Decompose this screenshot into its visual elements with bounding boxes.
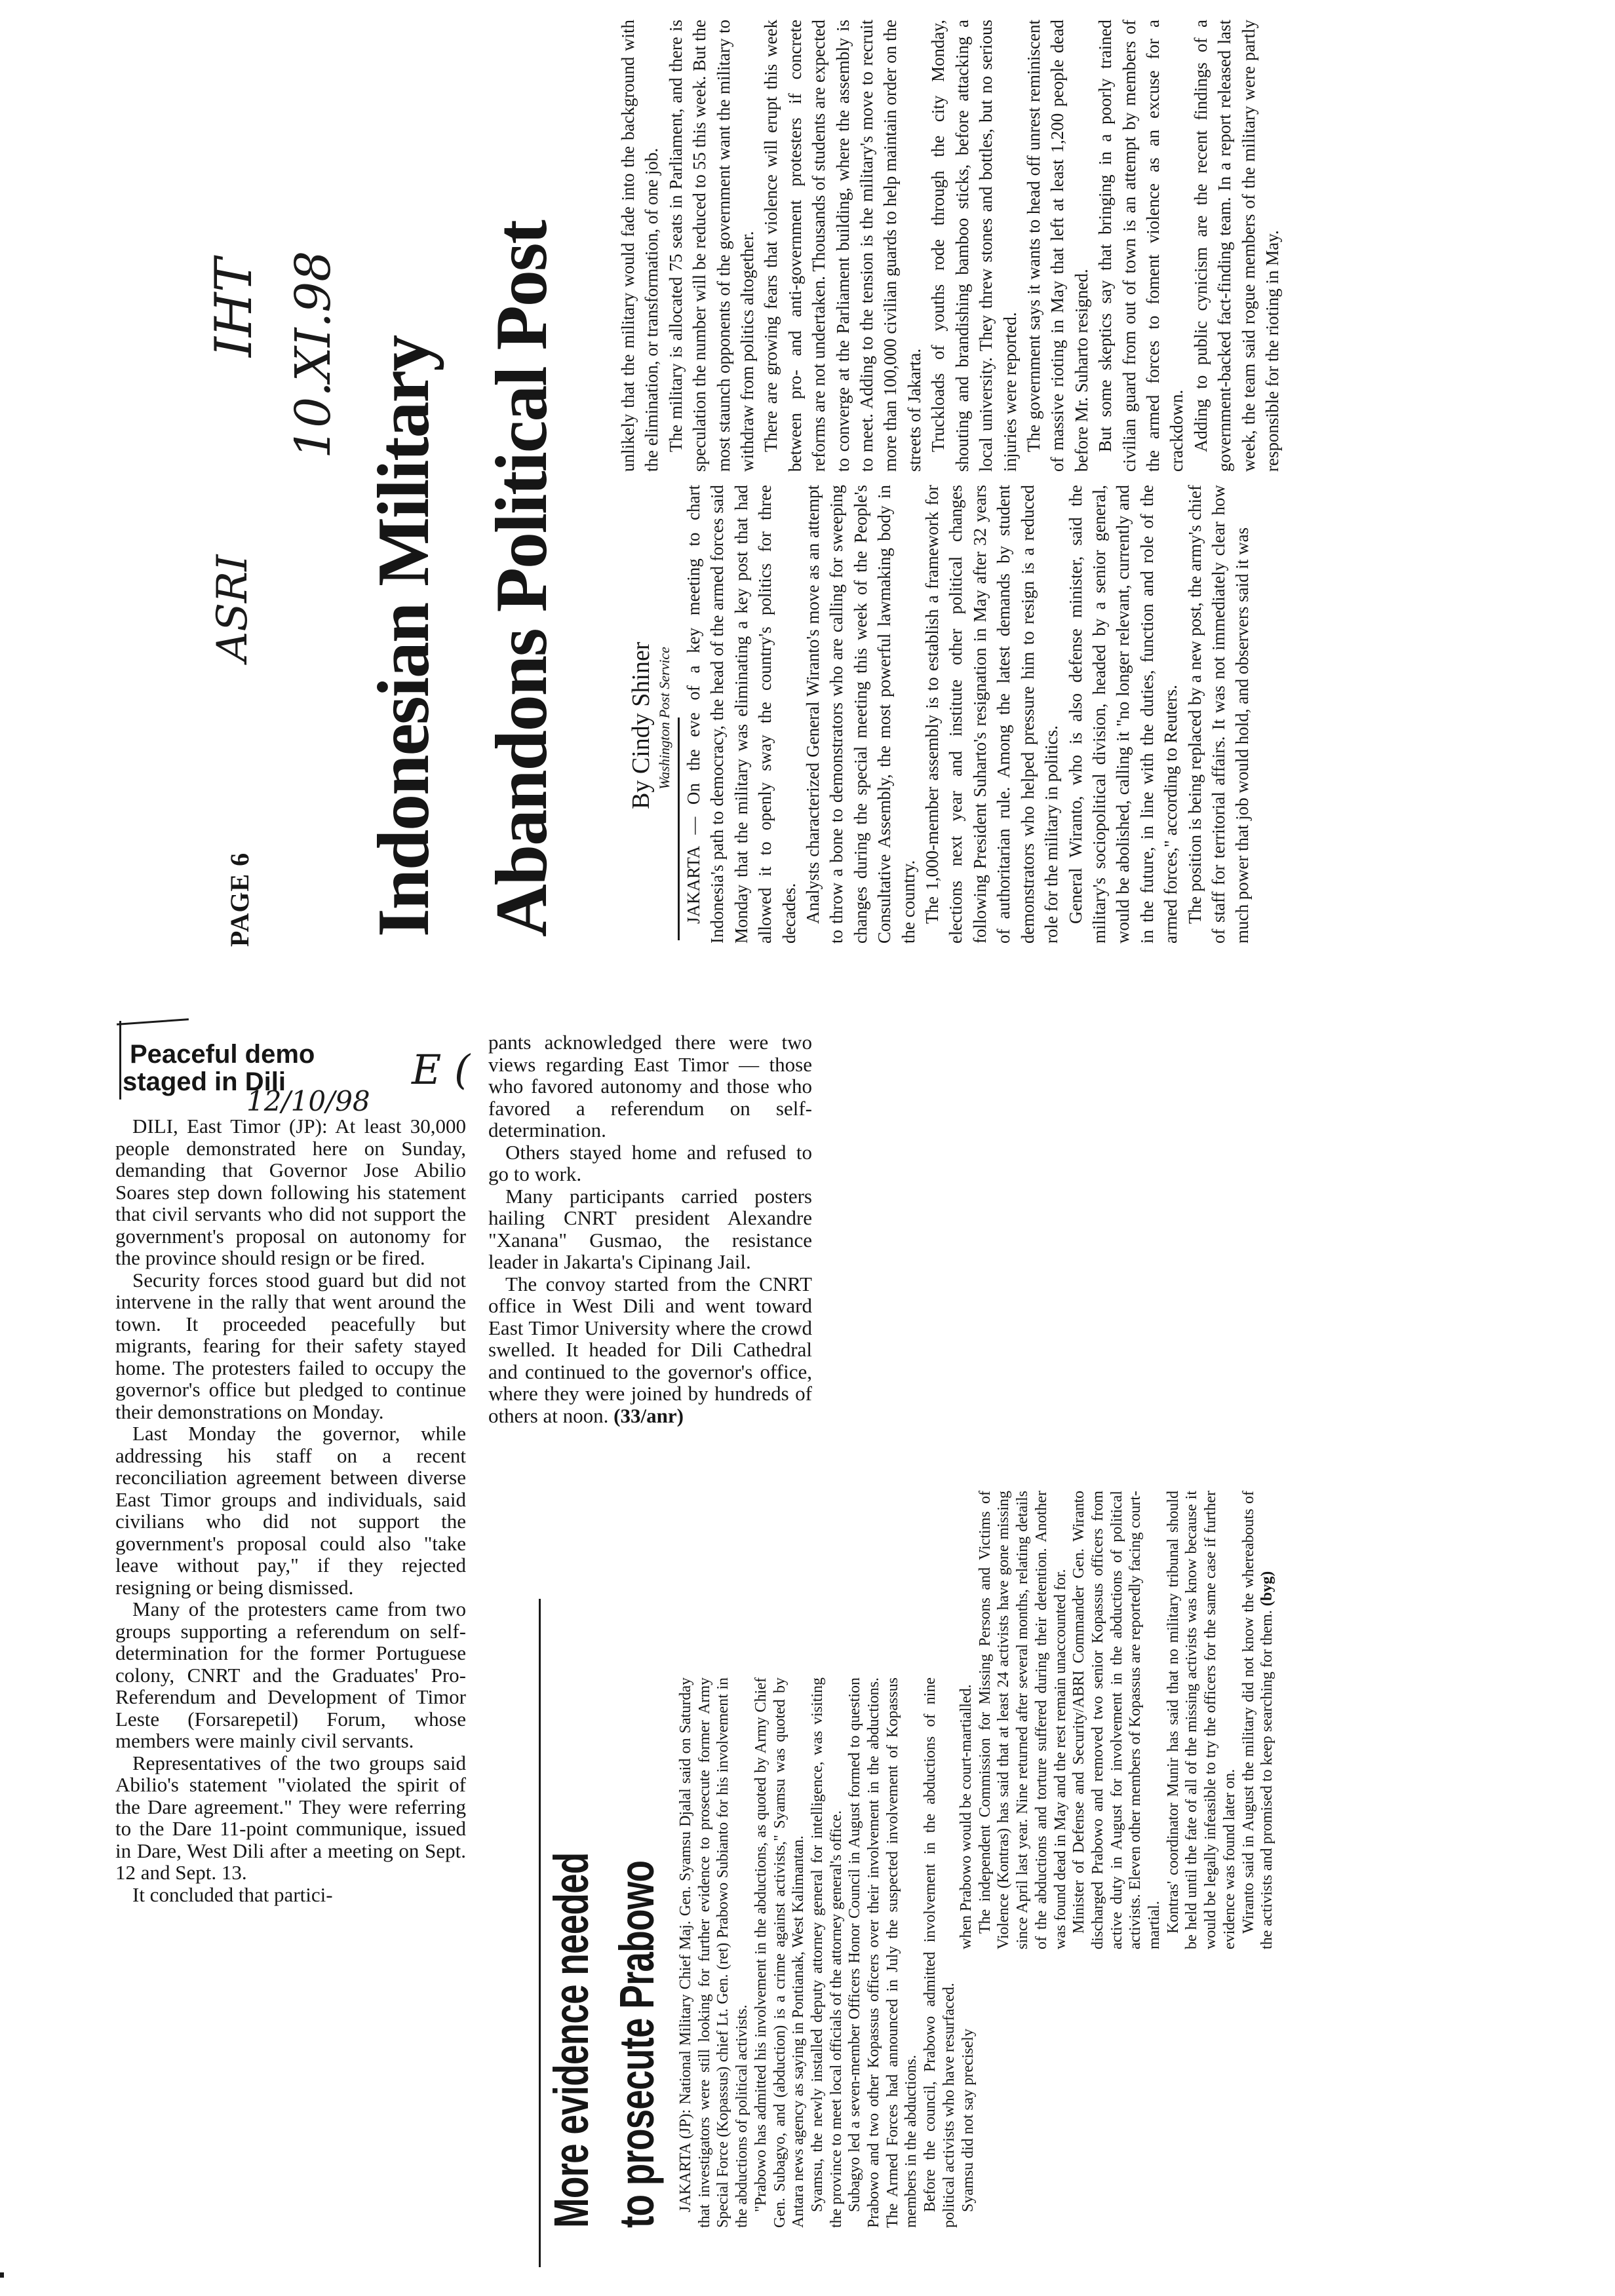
iht-c2-p2: The military is allocated 75 seats in Parliament, and there is speculation the number will be reduced to 55 this week. But the most staunch opponents of the government want the military to withdraw from politics altogether. — [665, 20, 758, 472]
prabowo-bracket — [539, 1599, 541, 2267]
demo-headline-line-1: Peaceful demo — [130, 1040, 315, 1069]
handwritten-date-iht: 10.XI.98 — [285, 250, 341, 459]
prabowo-c1-p2: "Prabowo has admitted his involvement in the abductions, as quoted by Army Chief Gen. Subagyo, and (abduction) is a crime against activists," Syamsu was quoted by Antara news agency as saying in Pontianak, West Kalimantan. — [752, 1677, 808, 2228]
page-label: PAGE 6 — [225, 852, 254, 947]
iht-c2-p6: But some skeptics say that bringing in a poorly trained civilian guard from out of town is an attempt by members of the armed forces to foment violence as an excuse for a crackdown. — [1095, 20, 1187, 472]
iht-c2-p1: unlikely that the military would fade into the background with the elimination, or transformation, of one job. — [618, 20, 662, 472]
demo-c1-p5: Representatives of the two groups said Abilio's statement "violated the spirit of the Dare agreement." They were referring to the Dare 11-point communique, issued in Dare, West Dili after a meeting on Sept. 12 and Sept. 13. — [115, 1751, 466, 1884]
iht-headline-line-1: Indonesian Military — [363, 335, 444, 937]
iht-c1-p1: JAKARTA — On the eve of a key meeting to chart Indonesia's path to democracy, the head of the armed forces said Monday that the military was eliminating a key post that had allowed it to openly sway the country's politics for three decades. — [684, 485, 799, 944]
prabowo-signoff: (byg) — [1258, 1571, 1276, 1607]
prabowo-c1-p3: Syamsu, the newly installed deputy attorney general for intelligence, was visiting the province to meet local officials of the attorney general's office. — [808, 1677, 845, 2228]
iht-column-1 — [682, 485, 1547, 944]
demo-headline-line-2: staged in Dili — [123, 1067, 286, 1096]
prabowo-c2-p1: when Prabowo would be court-martialled. — [958, 1684, 975, 1949]
prabowo-c1-p5: Before the council, Prabowo admitted involvement in the abductions of nine political activists who have resurfaced. — [922, 1677, 958, 2228]
handwritten-publication: IHT — [204, 258, 263, 357]
iht-column-2 — [616, 20, 1563, 472]
demo-c1-p6: It concluded that partici- — [132, 1883, 333, 1906]
iht-byline-rule — [678, 718, 680, 940]
prabowo-c1-p1: JAKARTA (JP): National Military Chief Maj. Gen. Syamsu Djalal said on Saturday that investigators were still looking for further evidence to prosecute former Army Special Force (Kopassus) chief Lt. Gen. (ret) Prabowo Subianto for his involvement in the abductions of political activists. — [677, 1677, 751, 2228]
demo-c2-p4-text: The convoy started from the CNRT office in West Dili and went toward East Timor University where the crowd swelled. It headed for Dili Cathedral and continued to the governor's office, where they were joined by hundreds of others at noon. — [488, 1272, 812, 1427]
prabowo-c1-p6: Syamsu did not say precisely — [959, 2029, 977, 2212]
prabowo-headline-line-1: More evidence needed — [544, 1852, 598, 2228]
demo-c2-p2: Others stayed home and refused to go to work. — [488, 1140, 812, 1185]
prabowo-headline-line-2: to prosecute Prabowo — [610, 1860, 664, 2228]
demo-c1-p4: Many of the protesters came from two groups supporting a referendum on self-determination for the former Portuguese colony, CNRT and the Graduates' Pro-Referendum and Development of Timor Leste (Forsarepetil) Forum, whose members were mainly civil servants. — [115, 1598, 466, 1752]
iht-headline-line-2: Abandons Political Post — [481, 221, 562, 937]
bracket-mark-side — [119, 1021, 121, 1100]
prabowo-c2-p2: The independent Commission for Missing Persons and Victims of Violence (Kontras) has said that at least 24 activists have gone missing since April last year. Nine returned after several months, relating details of the abductions and torture suffered during their detention. Another was found dead in May and the rest remain unaccounted for. — [976, 1491, 1069, 1949]
iht-c1-p2: Analysts characterized General Wiranto's move as an attempt to throw a bone to demonstrators who are calling for sweeping changes during the special meeting this week of the People's Consultative Assembly, the most powerful lawmaking body in the country. — [803, 485, 918, 944]
prabowo-c2-p5-text: Wiranto said in August the military did not know the whereabouts of the activists and promised to keep searching for them. — [1239, 1491, 1276, 1949]
prabowo-c2-p4: Kontras' coordinator Munir has said that no military tribunal should be held until the fate of all of the missing activists was know because it would be legally infeasible to try the officers for the same case if further evidence was found later on. — [1164, 1491, 1238, 1949]
demo-c1-p2: Security forces stood guard but did not intervene in the rally that went around the town. It proceeded peacefully but migrants, fearing for their safety stayed home. The protesters failed to occupy the governor's office but pledged to continue their demonstrations on Monday. — [115, 1268, 466, 1423]
demo-c2-p1: pants acknowledged there were two views regarding East Timor — those who favored autonomy and those who favored a referendum on self-determination. — [488, 1031, 812, 1141]
iht-c1-p5: The position is being replaced by a new post, the army's chief of staff for territorial affairs. It was not immediately clear how much power that job would hold, and observers said it was — [1184, 485, 1253, 944]
demo-c1-p1: DILI, East Timor (JP): At least 30,000 people demonstrated here on Sunday, demanding that Governor Jose Abilio Soares step down following his statement that civil servants who did not support the government's proposal on autonomy for the province should resign or be fired. — [115, 1115, 466, 1269]
iht-c2-p5: The government says it wants to head off unrest reminiscent of massive rioting in May that left at least 1,200 people dead before Mr. Suharto resigned. — [1023, 20, 1091, 472]
iht-credit: Washington Post Service — [656, 647, 672, 790]
iht-c2-p7: Adding to public cynicism are the recent findings of a government-backed fact-finding team. In a report released last week, the team said rogue members of the military were partly responsible for the rioting in May. — [1190, 20, 1282, 472]
prabowo-column-2 — [957, 1491, 1276, 1949]
demo-c2-p3: Many participants carried posters hailing CNRT president Alexandre "Xanana" Gusmao, the resistance leader in Jakarta's Cipinang Jail. — [488, 1184, 812, 1273]
scan-speck — [0, 2272, 4, 2278]
bracket-mark-top — [117, 1018, 189, 1025]
iht-c1-p3: The 1,000-member assembly is to establish a framework for elections next year and institute other political changes following President Suharto's resignation in May after 32 years of authoritarian rule. Among the latest demands by student demonstrators who helped pressure him to resign is a reduced role for the military in politics. — [922, 485, 1062, 944]
demo-signoff: (33/anr) — [613, 1404, 684, 1427]
iht-c2-p4: Truckloads of youths rode through the city Monday, shouting and brandishing bamboo sticks, before attacking a local university. They threw stones and bottles, but no serious injuries were reported. — [928, 20, 1020, 472]
demo-c2-p4 — [488, 1273, 812, 1427]
handwritten-mark-demo: E ( — [412, 1046, 471, 1094]
demo-column-2 — [488, 1031, 812, 1536]
demo-column-1 — [115, 1115, 466, 2249]
handwritten-source-mark: ASRI — [208, 554, 257, 662]
prabowo-c2-p5 — [1239, 1491, 1277, 1949]
prabowo-c1-p4: Subagyo led a seven-member Officers Honor Council in August formed to question Prabowo and two other Kopassus officers over their involvement in the abductions. The Armed Forces had announced in July the suspected involvement of Kopassus members in the abductions. — [846, 1677, 920, 2228]
prabowo-c2-p3: Minister of Defense and Security/ABRI Commander Gen. Wiranto discharged Prabowo and removed two senior Kopassus officers from active duty in August for involvement in the abductions of political activists. Eleven other members of Kopassus are reportedly facing court-martial. — [1070, 1491, 1163, 1949]
iht-byline: By Cindy Shiner — [627, 641, 655, 809]
iht-c1-p4: General Wiranto, who is also defense minister, said the military's sociopolitical division, headed by a senior general, would be abolished, calling it "no longer relevant, currently and in the future, in line with the duties, function and role of the armed forces," according to Reuters. — [1065, 485, 1181, 944]
iht-c2-p3: There are growing fears that violence will erupt this week between pro- and anti-government protesters if concrete reforms are not undertaken. Thousands of students are expected to converge at the Parliament building, where the assembly is to meet. Adding to the tension is the military's move to recruit more than 100,000 civilian guards to help maintain order on the streets of Jakarta. — [761, 20, 924, 472]
handwritten-date-demo: 12/10/98 — [246, 1085, 370, 1117]
demo-c1-p3: Last Monday the governor, while addressing his staff on a recent reconciliation agreement between diverse East Timor groups and individuals, said civilians who did not support the government's proposal could also "take leave without pay," if they rejected resigning or being dismissed. — [115, 1422, 466, 1599]
